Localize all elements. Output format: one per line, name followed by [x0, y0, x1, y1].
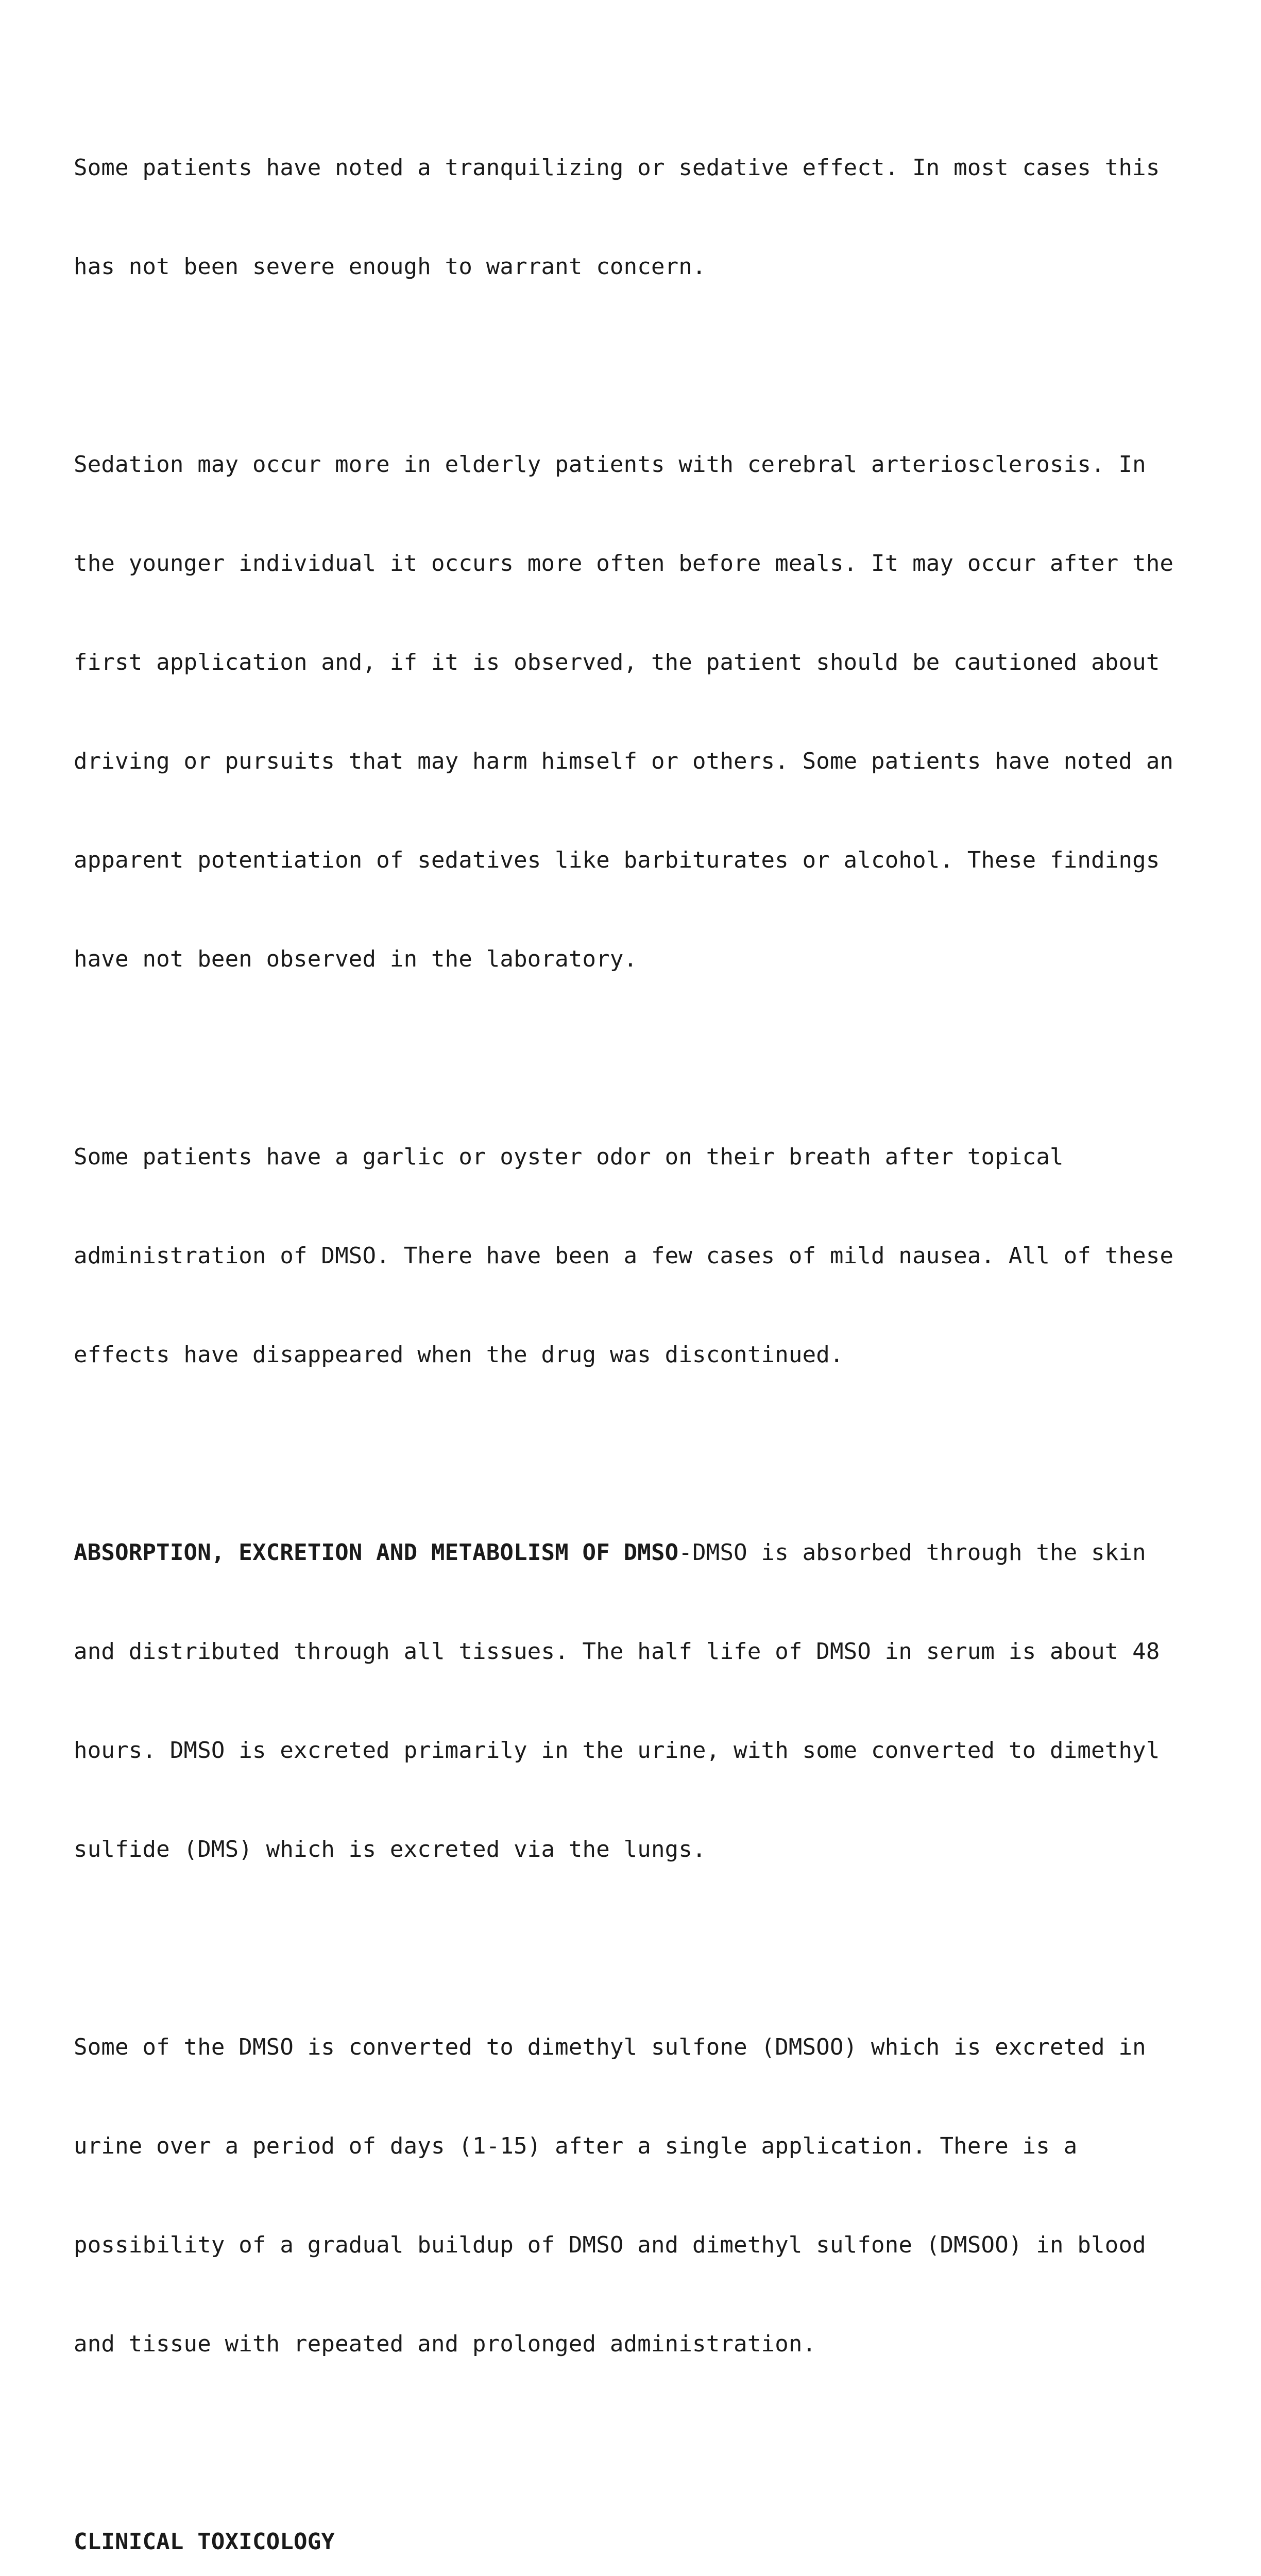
paragraph-absorption	[74, 1470, 1197, 1932]
paragraph-sedation-elderly	[74, 382, 1197, 1042]
section-heading-clinical-toxicology	[74, 2460, 1197, 2576]
text-line: Sedation may occur more in elderly patients with cerebral arteriosclerosis. In	[74, 451, 1146, 478]
text-line	[74, 1536, 1197, 1569]
text-line: driving or pursuits that may harm himself or others. Some patients have noted an	[74, 748, 1174, 774]
text-line: administration of DMSO. There have been a few cases of mild nausea. All of these	[74, 1243, 1174, 1269]
text-line: the younger individual it occurs more often before meals. It may occur after the	[74, 550, 1174, 577]
text-line: Some patients have noted a tranquilizing or sedative effect. In most cases this	[74, 155, 1160, 181]
paragraph-garlic-odor	[74, 1075, 1197, 1437]
inline-heading-absorption: ABSORPTION, EXCRETION AND METABOLISM OF DMSO	[74, 1539, 679, 1566]
text-line: Some patients have a garlic or oyster odor on their breath after topical	[74, 1144, 1064, 1170]
text-line: urine over a period of days (1-15) after a single application. There is a	[74, 2133, 1078, 2159]
text-line: effects have disappeared when the drug was discontinued.	[74, 1342, 844, 1368]
text-line: hours. DMSO is excreted primarily in the urine, with some converted to dimethyl	[74, 1737, 1160, 1764]
text-line: sulfide (DMS) which is excreted via the lungs.	[74, 1836, 706, 1862]
text-line: Some of the DMSO is converted to dimethyl sulfone (DMSOO) which is excreted in	[74, 2034, 1146, 2060]
text-line: apparent potentiation of sedatives like barbiturates or alcohol. These findings	[74, 847, 1160, 873]
text-line: has not been severe enough to warrant concern.	[74, 253, 706, 280]
text-line: and distributed through all tissues. The half life of DMSO in serum is about 48	[74, 1638, 1160, 1665]
paragraph-sedative-effect	[74, 86, 1197, 349]
text-line: possibility of a gradual buildup of DMSO and dimethyl sulfone (DMSOO) in blood	[74, 2232, 1146, 2258]
text-line: have not been observed in the laboratory.	[74, 946, 638, 972]
paragraph-dimethyl-sulfone	[74, 1965, 1197, 2427]
section-heading: CLINICAL TOXICOLOGY	[74, 2529, 335, 2555]
text-line: and tissue with repeated and prolonged administration.	[74, 2331, 816, 2357]
text-line: first application and, if it is observed, the patient should be cautioned about	[74, 649, 1160, 675]
document-page	[74, 86, 1197, 2576]
inline-heading-continuation: -DMSO is absorbed through the skin	[678, 1539, 1146, 1566]
